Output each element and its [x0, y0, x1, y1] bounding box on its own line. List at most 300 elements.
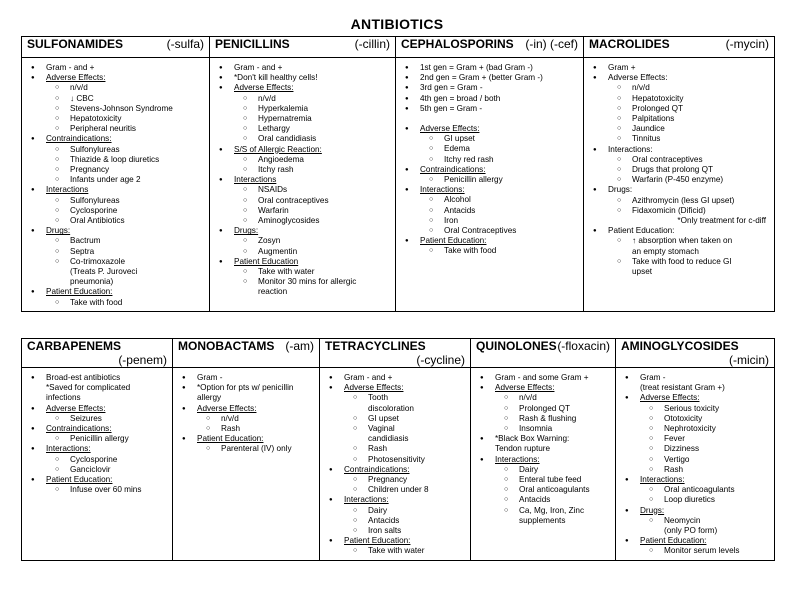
sub-list-item [588, 236, 770, 246]
note-text: Hyperkalemia [258, 103, 309, 113]
aminoglycosides-title: AMINOGLYCOSIDES [621, 339, 739, 353]
note-text: Photosensitivity [368, 454, 425, 464]
note-text: GI upset [444, 134, 475, 144]
list-item [26, 185, 205, 195]
sub-list-item [214, 196, 391, 206]
note-text: n/v/d [632, 83, 650, 93]
sub-list-item [26, 485, 168, 495]
sub-list-item [214, 287, 391, 297]
sub-list-item [177, 444, 315, 454]
note-text: Hepatotoxicity [70, 114, 122, 124]
note-text: Jaundice [632, 124, 665, 134]
sub-list-item [475, 404, 611, 414]
sub-list-item [400, 226, 579, 236]
sub-list-item [400, 144, 579, 154]
note-text: Peripheral neuritis [70, 124, 136, 134]
note-text: n/v/d [70, 83, 88, 93]
note-text: Dizziness [664, 444, 700, 454]
note-text: Insomnia [519, 424, 553, 434]
note-text: Monitor 30 mins for allergic [258, 277, 357, 287]
note-text: Gram - and some Gram + [495, 373, 589, 382]
note-text: Antacids [519, 495, 551, 505]
note-text: n/v/d [519, 393, 537, 403]
sub-list-item [400, 134, 579, 144]
sub-list-item [26, 383, 168, 393]
note-text: Lethargy [258, 124, 290, 134]
note-text: 5th gen = Gram - [420, 103, 483, 113]
sub-list-item [214, 206, 391, 216]
sub-list-item [26, 247, 205, 257]
note-text: Adverse Effects: [344, 383, 404, 393]
sub-list-item [324, 424, 466, 434]
note-text: Fidaxomicin (Dificid) [632, 205, 706, 215]
note-text: NSAIDs [258, 185, 288, 195]
note-text: Adverse Effects: [46, 73, 106, 83]
list-item [400, 73, 579, 83]
note-text: Hepatotoxicity [632, 93, 684, 103]
note-text: Interactions [46, 185, 89, 195]
list-item [620, 475, 770, 485]
note-text: n/v/d [258, 93, 276, 103]
sub-list-item [475, 465, 611, 475]
note-text: Oral candidiasis [258, 134, 317, 144]
macrolides-header [584, 37, 775, 58]
note-text: Take with water [258, 267, 315, 277]
bottom-drug-table [21, 338, 775, 561]
note-text: Fever [664, 434, 685, 444]
note-text: Warfarin (P-450 enzyme) [632, 175, 724, 185]
note-text: Warfarin [258, 205, 289, 215]
note-text: Antacids [368, 515, 400, 525]
note-text: Contraindications: [46, 134, 112, 144]
note-text: Itchy rash [258, 165, 294, 175]
note-text: Itchy red rash [444, 154, 494, 164]
sub-list-item [475, 444, 611, 454]
sub-list-item [324, 485, 466, 495]
note-text: *Only treatment for c-diff [677, 216, 766, 226]
note-text: *Option for pts w/ penicillin [197, 383, 294, 393]
sub-list-item [26, 145, 205, 155]
note-text: Patient Education: [46, 475, 113, 485]
list-item [620, 393, 770, 403]
note-text: Gram - [640, 373, 666, 382]
note-text: Drugs: [46, 226, 71, 236]
aminoglycosides-notes [616, 368, 775, 561]
sub-list-item [324, 455, 466, 465]
note-text: Oral contraceptives [632, 154, 703, 164]
sub-list-item [324, 404, 466, 414]
note-text: Aminoglycosides [258, 216, 320, 226]
sulfonamides-header [22, 37, 210, 58]
list-item [620, 373, 770, 383]
list-item [177, 383, 315, 393]
sub-list-item [214, 104, 391, 114]
note-text: (only PO form) [664, 526, 718, 536]
sub-list-item [588, 83, 770, 93]
list-item [26, 63, 205, 73]
list-item [620, 506, 770, 516]
note-text: Parenteral (IV) only [221, 444, 292, 454]
note-text: Ganciclovir [70, 464, 111, 474]
note-text: Co-trimoxazole [70, 256, 126, 266]
sub-list-item [475, 393, 611, 403]
list-item [620, 536, 770, 546]
note-text: Enteral tube feed [519, 475, 582, 485]
sub-list-item [620, 546, 770, 556]
note-text: Interactions [234, 175, 277, 185]
list-item [475, 383, 611, 393]
list-item [26, 373, 168, 383]
sub-list-item [620, 455, 770, 465]
note-text: Interactions: [344, 495, 389, 505]
sub-list-item [324, 444, 466, 454]
note-text: (treat resistant Gram +) [640, 383, 725, 393]
sub-list-item [26, 196, 205, 206]
note-text: Penicillin allergy [444, 175, 503, 185]
list-item [324, 536, 466, 546]
sub-list-item [214, 236, 391, 246]
note-text: Rash [221, 424, 241, 434]
sub-list-item [324, 526, 466, 536]
sub-list-item [26, 155, 205, 165]
note-text: Interactions: [495, 454, 540, 464]
note-text: Take with water [368, 546, 425, 556]
note-text: Neomycin [664, 515, 701, 525]
note-text: Contraindications: [420, 164, 486, 174]
sub-list-item [26, 257, 205, 267]
sub-list-item [26, 455, 168, 465]
sub-list-item [214, 114, 391, 124]
note-text: Vertigo [664, 454, 690, 464]
sub-list-item [588, 94, 770, 104]
sub-list-item [620, 444, 770, 454]
sulfonamides-suffix: (-sulfa) [166, 37, 204, 51]
sub-list-item [588, 206, 770, 216]
sub-list-item [475, 495, 611, 505]
sub-list-item [214, 267, 391, 277]
note-text: Drugs: [608, 185, 633, 195]
note-text: Rash [664, 464, 684, 474]
sub-list-item [400, 206, 579, 216]
note-text: Tooth [368, 393, 389, 403]
list-item [400, 236, 579, 246]
tetracyclines-notes [320, 368, 471, 561]
list-item [588, 73, 770, 83]
sub-list-item [588, 196, 770, 206]
note-text: 3rd gen = Gram - [420, 83, 483, 93]
carbapenems-title: CARBAPENEMS [27, 339, 122, 353]
quinolones-title: QUINOLONES [476, 339, 557, 353]
note-text: Stevens-Johnson Syndrome [70, 103, 173, 113]
note-text: Patient Education [234, 256, 299, 266]
note-text: Gram - [197, 373, 223, 382]
sub-list-item [588, 104, 770, 114]
note-text: 1st gen = Gram + (bad Gram -) [420, 63, 533, 72]
list-item [177, 373, 315, 383]
note-text: Dairy [519, 464, 539, 474]
note-text: Rash & flushing [519, 413, 577, 423]
sub-list-item [475, 506, 611, 516]
sub-list-item [214, 155, 391, 165]
penicillins-header [210, 37, 396, 58]
sub-list-item [324, 434, 466, 444]
note-text: Adverse Effects: [234, 83, 294, 93]
note-text: allergy [197, 393, 222, 403]
sub-list-item [324, 475, 466, 485]
note-text: Dairy [368, 505, 388, 515]
note-text: ↑ absorption when taken on [632, 236, 733, 246]
sub-list-item [400, 195, 579, 205]
macrolides-title: MACROLIDES [589, 37, 670, 51]
note-text: *Saved for complicated [46, 383, 131, 393]
sub-list-item [26, 83, 205, 93]
note-text: Children under 8 [368, 485, 429, 495]
sub-list-item [588, 257, 770, 267]
spacer [400, 114, 579, 124]
sub-list-item [26, 216, 205, 226]
note-text: n/v/d [221, 413, 239, 423]
list-item [214, 63, 391, 73]
note-text: Ca, Mg, Iron, Zinc [519, 505, 585, 515]
sub-list-item [26, 393, 168, 403]
sub-list-item [324, 516, 466, 526]
sub-list-item [177, 414, 315, 424]
note-text: Oral Antibiotics [70, 216, 125, 226]
sub-list-item [588, 134, 770, 144]
note-text: Edema [444, 144, 470, 154]
note-text: Interactions: [640, 475, 685, 485]
note-text: Septra [70, 246, 95, 256]
penicillins-title: PENICILLINS [215, 37, 290, 51]
list-item [324, 495, 466, 505]
list-item [26, 226, 205, 236]
sub-list-item [214, 277, 391, 287]
note-text: Patient Education: [344, 536, 411, 546]
sub-list-item [620, 526, 770, 536]
sub-list-item [588, 124, 770, 134]
note-text: Take with food [444, 246, 497, 256]
cephalosporins-title: CEPHALOSPORINS [401, 37, 514, 51]
note-text: Seizures [70, 413, 102, 423]
sulfonamides-notes [22, 58, 210, 312]
list-item [324, 373, 466, 383]
note-text: Sulfonylureas [70, 144, 120, 154]
sub-list-item [588, 165, 770, 175]
aminoglycosides-header [616, 339, 775, 368]
sub-list-item [177, 424, 315, 434]
note-text: Oral Contraceptives [444, 226, 517, 236]
sub-list-item [475, 475, 611, 485]
penicillins-notes [210, 58, 396, 312]
list-item [588, 63, 770, 73]
sub-list-item [400, 175, 579, 185]
note-text: Interactions: [46, 444, 91, 454]
sulfonamides-title: SULFONAMIDES [27, 37, 123, 51]
list-item [214, 73, 391, 83]
note-text: pneumonia) [70, 277, 114, 287]
note-text: Gram + [608, 63, 636, 72]
note-text: Vaginal [368, 424, 395, 434]
cephalosporins-notes [396, 58, 584, 312]
list-item [588, 185, 770, 195]
sub-list-item [400, 216, 579, 226]
sub-list-item [588, 155, 770, 165]
sub-list-item [26, 104, 205, 114]
list-item [400, 83, 579, 93]
note-text: Alcohol [444, 195, 471, 205]
sub-list-item [26, 298, 205, 308]
sub-list-item [400, 246, 579, 256]
list-item [324, 383, 466, 393]
note-text: 2nd gen = Gram + (better Gram -) [420, 73, 543, 83]
list-item [26, 73, 205, 83]
note-text: Sulfonylureas [70, 195, 120, 205]
note-text: Ototoxicity [664, 413, 703, 423]
note-text: Interactions: [420, 185, 465, 195]
sub-list-item [324, 414, 466, 424]
note-text: Tinnitus [632, 134, 661, 144]
note-text: infections [46, 393, 81, 403]
sub-list-item [214, 134, 391, 144]
note-text: Prolonged QT [519, 403, 570, 413]
note-text: ↓ CBC [70, 93, 94, 103]
note-text: Take with food to reduce GI [632, 256, 732, 266]
list-item [26, 287, 205, 297]
note-text: Adverse Effects: [420, 124, 480, 134]
monobactams-suffix: (-am) [285, 339, 314, 353]
list-item [214, 257, 391, 267]
sub-list-item [475, 516, 611, 526]
note-text: Infuse over 60 mins [70, 485, 142, 495]
sub-list-item [588, 114, 770, 124]
sub-list-item [588, 247, 770, 257]
note-text: *Don't kill healthy cells! [234, 73, 318, 83]
note-text: Loop diuretics [664, 495, 715, 505]
sub-list-item [26, 206, 205, 216]
sub-list-item [26, 267, 205, 277]
list-item [177, 434, 315, 444]
sub-list-item [214, 94, 391, 104]
sub-list-item [620, 495, 770, 505]
note-text: Azithromycin (less GI upset) [632, 195, 735, 205]
note-text: Angioedema [258, 154, 304, 164]
sub-list-item [214, 165, 391, 175]
list-item [588, 145, 770, 155]
note-text: Interactions: [608, 144, 653, 154]
note-text: Monitor serum levels [664, 546, 740, 556]
note-text: Tendon rupture [495, 444, 551, 454]
note-text: Gram - and + [234, 63, 283, 72]
list-item [26, 444, 168, 454]
sub-list-item [324, 546, 466, 556]
note-text: Cyclosporine [70, 454, 118, 464]
tetracyclines-title: TETRACYCLINES [325, 339, 426, 353]
list-item [177, 404, 315, 414]
sub-list-item [475, 485, 611, 495]
note-text: Drugs: [640, 505, 665, 515]
note-text: Drugs: [234, 226, 259, 236]
note-text: Adverse Effects: [608, 73, 668, 83]
note-text: Antacids [444, 205, 476, 215]
sub-list-item [620, 414, 770, 424]
list-item [400, 165, 579, 175]
carbapenems-notes [22, 368, 173, 561]
sub-list-item [620, 465, 770, 475]
note-text: Bactrum [70, 236, 101, 246]
sub-list-item [620, 434, 770, 444]
tetracyclines-suffix: (-cycline) [416, 353, 465, 367]
note-text: Patient Education: [197, 434, 264, 444]
note-text: upset [632, 267, 653, 277]
sub-list-item [26, 165, 205, 175]
note-text: Nephrotoxicity [664, 424, 716, 434]
list-item [26, 475, 168, 485]
top-drug-table [21, 36, 775, 312]
list-item [400, 124, 579, 134]
note-text: Oral anticoagulants [519, 485, 590, 495]
note-text: Broad-est antibiotics [46, 373, 121, 382]
penicillins-suffix: (-cillin) [354, 37, 390, 51]
note-text: 4th gen = broad / both [420, 93, 501, 103]
note-text: Adverse Effects: [495, 383, 555, 393]
page-title: ANTIBIOTICS [350, 16, 444, 32]
sub-list-item [26, 124, 205, 134]
list-item [214, 145, 391, 155]
sub-list-item [475, 424, 611, 434]
sub-list-item [26, 175, 205, 185]
sub-list-item [620, 404, 770, 414]
carbapenems-suffix: (-penem) [118, 353, 167, 367]
sub-list-item [588, 267, 770, 277]
note-text: Infants under age 2 [70, 175, 141, 185]
list-item [214, 175, 391, 185]
list-item [475, 434, 611, 444]
note-text: Zosyn [258, 236, 281, 246]
note-text: Pregnancy [70, 165, 110, 175]
note-text: GI upset [368, 413, 399, 423]
note-text: Contraindications: [344, 464, 410, 474]
note-text: Serious toxicity [664, 403, 720, 413]
note-text: Adverse Effects: [640, 393, 700, 403]
sub-list-item [324, 393, 466, 403]
sub-list-item [214, 185, 391, 195]
sub-list-item [324, 506, 466, 516]
note-text: supplements [519, 515, 566, 525]
sub-list-item [26, 414, 168, 424]
note-text: Palpitations [632, 114, 675, 124]
sub-list-item [214, 247, 391, 257]
note-text: S/S of Allergic Reaction: [234, 144, 322, 154]
note-text: reaction [258, 287, 288, 297]
note-text: Patient Education: [640, 536, 707, 546]
list-item [400, 104, 579, 114]
sub-list-item [26, 465, 168, 475]
note-text: an empty stomach [632, 246, 699, 256]
note-text: (Treats P. Juroveci [70, 267, 138, 277]
note-text: Adverse Effects: [197, 403, 257, 413]
quinolones-notes [471, 368, 616, 561]
sub-list-item [475, 414, 611, 424]
note-text: Patient Education: [420, 236, 487, 246]
sub-list-item [400, 155, 579, 165]
cephalosporins-suffix: (-in) (-cef) [525, 37, 578, 51]
note-text: Take with food [70, 297, 123, 307]
sub-list-item [26, 236, 205, 246]
quinolones-suffix: (-floxacin) [557, 339, 610, 353]
sub-list-item [620, 424, 770, 434]
monobactams-header [173, 339, 320, 368]
carbapenems-header [22, 339, 173, 368]
